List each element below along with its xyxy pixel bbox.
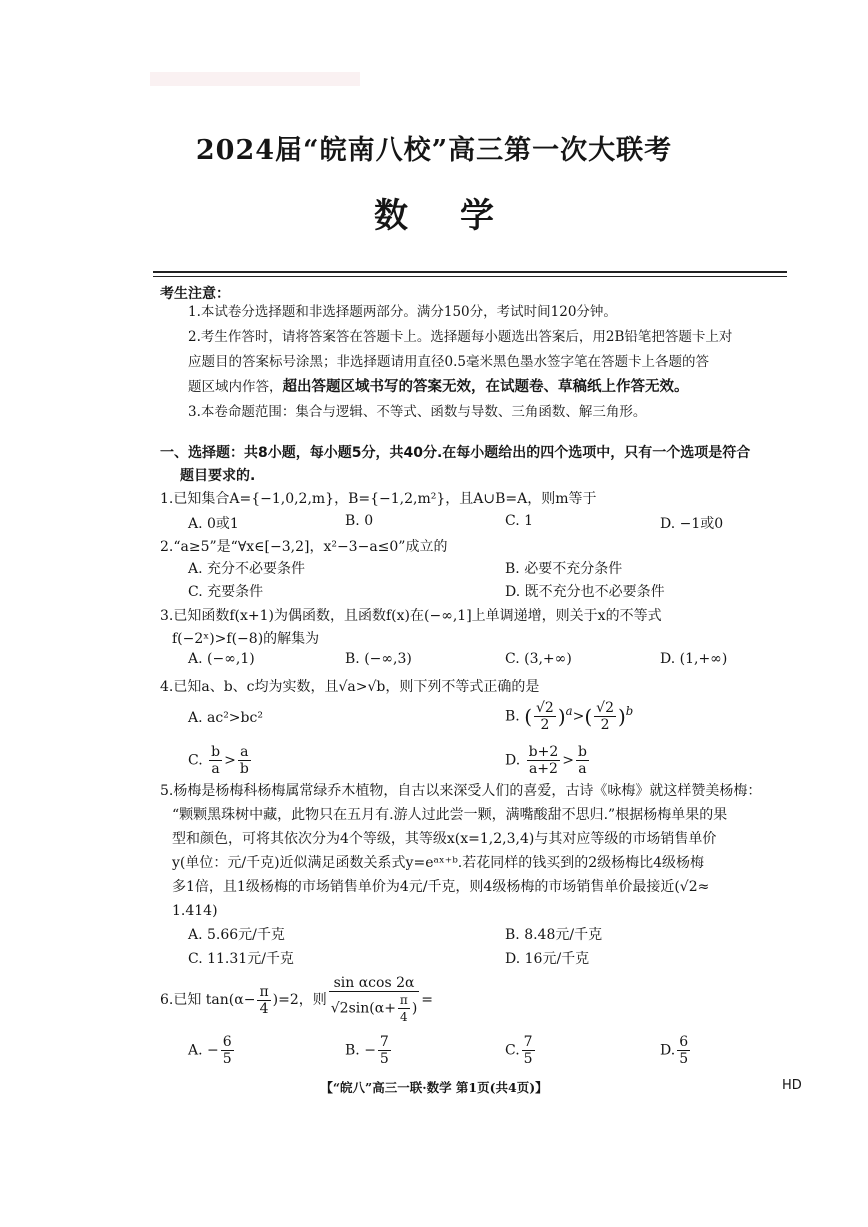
q6-option-b: B. − $\frac{7}{5}$ — [345, 1034, 389, 1067]
q4-option-a: A. ac²>bc² — [188, 710, 263, 726]
question-5-line5: 多1倍，且1级杨梅的市场销售单价为4元/千克，则4级杨梅的市场销售单价最接近(√2≈ — [172, 879, 710, 895]
bleed-through-mark — [150, 72, 360, 86]
q6-mid: )=2，则 — [272, 992, 327, 1008]
notice-item-2a: 2.考生作答时，请将答案答在答题卡上。选择题每小题选出答案后，用2B铅笔把答题卡上对 — [188, 329, 733, 345]
q6-prefix: 6.已知 tan(α− — [160, 992, 256, 1008]
header-rule-thin — [153, 276, 787, 277]
q6-pi-over-4: $\frac{\pi}{4}$ — [259, 983, 269, 1017]
notice-item-2c — [188, 375, 788, 400]
notice-item-2-bold: 超出答题区域书写的答案无效，在试题卷、草稿纸上作答无效。 — [282, 379, 689, 395]
notice-item-1: 1.本试卷分选择题和非选择题两部分。满分150分，考试时间120分钟。 — [188, 304, 617, 320]
q3-option-c: C. (3,+∞) — [505, 651, 572, 667]
q6-main-fraction: sin αcos 2α √2sin(α+ $\frac{\pi}{4}$ ) — [330, 975, 418, 1024]
q5-option-d: D. 16元/千克 — [505, 951, 590, 967]
q4-option-d: D. $\frac{b+2}{a+2}$ > $\frac{b}{a}$ — [505, 744, 587, 777]
q4-b-frac-1: $\frac{√2}{2}$ — [536, 700, 554, 733]
q6-option-c: C. $\frac{7}{5}$ — [505, 1034, 533, 1067]
q1-option-b: B. 0 — [345, 513, 374, 529]
question-5-line1: 5.杨梅是杨梅科杨梅属常绿乔木植物，自古以来深受人们的喜爱，古诗《咏梅》就这样赞美杨梅： — [160, 783, 762, 799]
question-5-line4: y(单位：元/千克)近似满足函数关系式y=eᵃˣ⁺ᵇ.若花同样的钱买到的2级杨梅比4级杨梅 — [172, 855, 705, 871]
header-rule — [153, 271, 787, 273]
q4-d-frac-1: $\frac{b+2}{a+2}$ — [528, 744, 559, 777]
q4-option-b-label: B. — [505, 708, 520, 725]
q4-option-d-label: D. — [505, 752, 521, 769]
q3-option-a: A. (−∞,1) — [188, 651, 255, 667]
q4-option-c: C. $\frac{b}{a}$ > $\frac{a}{b}$ — [188, 744, 249, 777]
question-5-line6: 1.414) — [172, 903, 218, 919]
q2-option-c: C. 充要条件 — [188, 584, 264, 600]
q4-b-frac-2: $\frac{√2}{2}$ — [596, 700, 614, 733]
q3-option-d: D. (1,+∞) — [660, 651, 728, 667]
notice-item-2b: 应题目的答案标号涂黑；非选择题请用直径0.5毫米黑色墨水签字笔在答题卡上各题的答 — [188, 354, 709, 370]
q3-option-b: B. (−∞,3) — [345, 651, 412, 667]
q4-c-frac-1: $\frac{b}{a}$ — [211, 744, 221, 777]
q4-d-frac-2: $\frac{b}{a}$ — [577, 744, 587, 777]
q5-option-b: B. 8.48元/千克 — [505, 927, 603, 943]
q2-option-b: B. 必要不充分条件 — [505, 561, 623, 577]
q1-option-c: C. 1 — [505, 513, 534, 529]
subject-title: 数学 — [374, 196, 546, 236]
section-heading-line1: 一、选择题：共8小题，每小题5分，共40分.在每小题给出的四个选项中，只有一个选项是符合 — [160, 445, 751, 461]
q5-option-a: A. 5.66元/千克 — [188, 927, 285, 943]
q4-c-frac-2: $\frac{a}{b}$ — [239, 744, 249, 777]
question-3-stem-line2: f(−2ˣ)>f(−8)的解集为 — [172, 631, 320, 647]
page-footer: 【“皖八”高三一联·数学 第1页(共4页)】 — [320, 1080, 548, 1095]
question-5-line3: 型和颜色，可将其依次分为4个等级，其等级x(x=1,2,3,4)与其对应等级的市场销售单价 — [172, 831, 717, 847]
q5-option-c: C. 11.31元/千克 — [188, 951, 294, 967]
section-heading-line2: 题目要求的. — [180, 468, 256, 484]
q6-equals: = — [421, 992, 434, 1008]
q1-option-a: A. 0或1 — [188, 516, 239, 532]
notice-heading: 考生注意： — [160, 286, 230, 302]
question-6-stem — [160, 975, 790, 1025]
question-2-stem: 2.“a≥5”是“∀x∈[−3,2]，x²−3−a≤0”成立的 — [160, 539, 448, 555]
q6-option-a: A. − $\frac{6}{5}$ — [188, 1034, 232, 1067]
q1-option-d: D. −1或0 — [660, 516, 724, 532]
q6-option-d: D. $\frac{6}{5}$ — [660, 1034, 689, 1067]
q4-option-b: B. ( $\frac{√2}{2}$ )$^a$>( $\frac{√2}{2}$ )$^b$ — [505, 700, 634, 733]
exam-title: 2024届“皖南八校”高三第一次大联考 — [195, 135, 673, 166]
q2-option-d: D. 既不充分也不必要条件 — [505, 584, 665, 600]
notice-item-2c-text: 题区域内作答， — [188, 379, 283, 395]
question-1-stem: 1.已知集合A={−1,0,2,m}，B={−1,2,m²}，且A∪B=A，则m等于 — [160, 491, 597, 507]
question-5-line2: “颗颗黑珠树中藏，此物只在五月有.游人过此尝一颗，满嘴酸甜不思归.”根据杨梅单果的果 — [172, 807, 728, 823]
question-3-stem-line1: 3.已知函数f(x+1)为偶函数，且函数f(x)在(−∞,1]上单调递增，则关于x的不等式 — [160, 608, 662, 624]
q2-option-a: A. 充分不必要条件 — [188, 561, 306, 577]
notice-item-3: 3.本卷命题范围：集合与逻辑、不等式、函数与导数、三角函数、解三角形。 — [188, 404, 647, 420]
question-4-stem: 4.已知a、b、c均为实数，且√a>√b，则下列不等式正确的是 — [160, 679, 540, 695]
q4-option-c-label: C. — [188, 752, 203, 769]
footer-code: HD — [782, 1078, 802, 1093]
